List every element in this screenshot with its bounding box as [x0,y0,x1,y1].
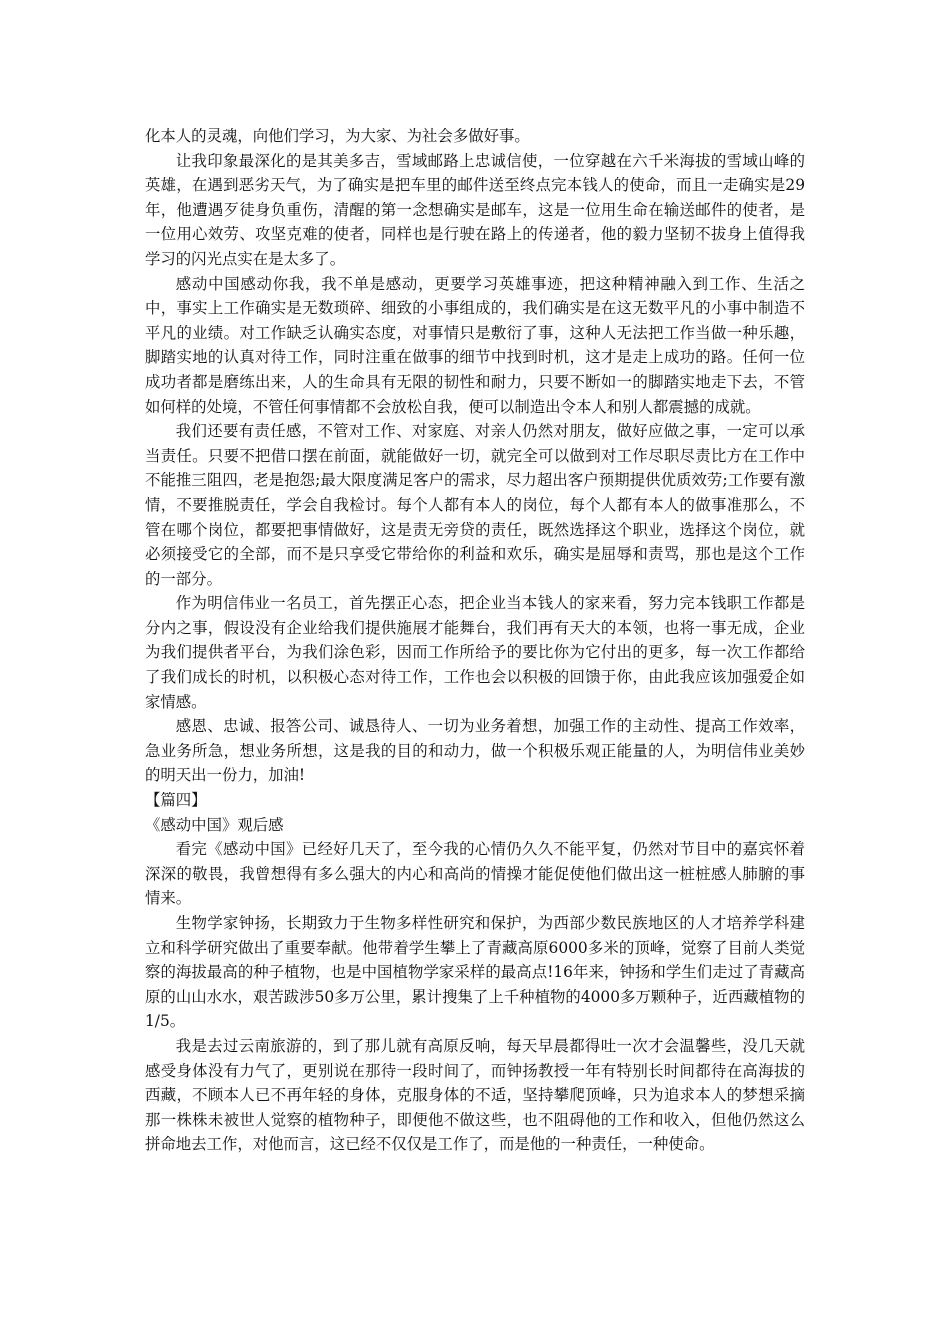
paragraph-zhong-yang: 生物学家钟扬，长期致力于生物多样性研究和保护，为西部少数民族地区的人才培养学科建立和科学研究做出了重要奉献。他带着学生攀上了青藏高原6000多米的顶峰，觉察了目前人类觉察的海拔最高的种子植物，也是中国植物学家采样的最高点!16年来，钟扬和学生们走过了青藏高原的山山水水，艰苦跋涉50多万公里，累计搜集了上千种植物的4000多万颗种子，近西藏植物的1/5。 [145,914,805,1031]
section-heading: 【篇四】 [145,791,207,810]
paragraph-gratitude: 感恩、忠诚、报答公司、诚恳待人、一切为业务着想，加强工作的主动性、提高工作效率，急业务所急，想业务所想，这是我的目的和动力，做一个积极乐观正能量的人，为明信伟业美妙的明天出一份力，加油! [145,717,805,785]
paragraph-qimei-duoji: 让我印象最深化的是其美多吉，雪域邮路上忠诚信使，一位穿越在六千米海拔的雪域山峰的英雄，在遇到恶劣天气，为了确实是把车里的邮件送至终点完本钱人的使命，而且一走确实是29年，他遭遇歹徒身负重伤，清醒的第一念想确实是邮车，这是一位用生命在输送邮件的使者，是一位用心效劳、攻坚克难的使者，同样也是行驶在路上的传递者，他的毅力坚韧不拔身上值得我学习的闪光点实在是太多了。 [145,151,805,268]
paragraph-learn-from-heroes: 感动中国感动你我，我不单是感动，更要学习英雄事迹，把这种精神融入到工作、生活之中，事实上工作确实是无数琐碎、细致的小事组成的，我们确实是在这无数平凡的小事中制造不平凡的业绩。对工作缺乏认确实态度，对事情只是敷衍了事，这种人无法把工作当做一种乐趣，脚踏实地的认真对待工作，同时注重在做事的细节中找到时机，这才是走上成功的路。任何一位成功者都是磨练出来，人的生命具有无限的韧性和耐力，只要不断如一的脚踏实地走下去，不管如何样的处境，不管任何事情都不会放松自我，便可以制造出令本人和别人都震撼的成就。 [145,274,805,416]
paragraph-yunnan-travel: 我是去过云南旅游的，到了那儿就有高原反响，每天早晨都得吐一次才会温馨些，没几天就感受身体没有力气了，更别说在那待一段时间了，而钟扬教授一年有特别长时间都待在高海拔的西藏，不顾本人已不再年轻的身体，克服身体的不适，坚持攀爬顶峰，只为追求本人的梦想采摘那一株株未被世人觉察的植物种子，即便他不做这些，也不阻碍他的工作和收入，但他仍然这么拼命地去工作，对他而言，这已经不仅仅是工作了，而是他的一种责任，一种使命。 [145,1036,805,1154]
paragraph-continuation: 化本人的灵魂，向他们学习，为大家、为社会多做好事。 [145,127,530,145]
paragraph-employee-attitude: 作为明信伟业一名员工，首先摆正心态，把企业当本钱人的家来看，努力完本钱职工作都是分内之事，假设没有企业给我们提供施展才能舞台，我们再有天大的本领，也将一事无成，企业为我们提供者平台，为我们涂色彩，因而工作所给予的要比你为它付出的更多，每一次工作都给了我们成长的时机，以积极心态对待工作，工作也会以积极的回馈于你，由此我应该加强爱企如家情感。 [145,594,805,711]
document-body [145,124,805,1157]
paragraph-after-watching: 看完《感动中国》已经好几天了，至今我的心情仍久久不能平复，仍然对节目中的嘉宾怀着深深的敬畏，我曾想得有多么强大的内心和高尚的情操才能促使他们做出这一桩桩感人肺腑的事情来。 [145,840,805,908]
paragraph-responsibility: 我们还要有责任感，不管对工作、对家庭、对亲人仍然对朋友，做好应做之事，一定可以承当责任。只要不把借口摆在前面，就能做好一切，就完全可以做到对工作尽职尽责比方在工作中不能推三阻四，老是抱怨;最大限度满足客户的需求，尽力超出客户预期提供优质效劳;工作要有激情，不要推脱责任，学会自我检讨。每个人都有本人的岗位，每个人都有本人的做事准那么，不管在哪个岗位，都要把事情做好，这是责无旁贷的责任，既然选择这个职业，选择这个岗位，就必须接受它的全部，而不是只享受它带给你的利益和欢乐，确实是屈辱和责骂，那也是这个工作的一部分。 [145,422,805,588]
article-title: 《感动中国》观后感 [145,815,284,834]
